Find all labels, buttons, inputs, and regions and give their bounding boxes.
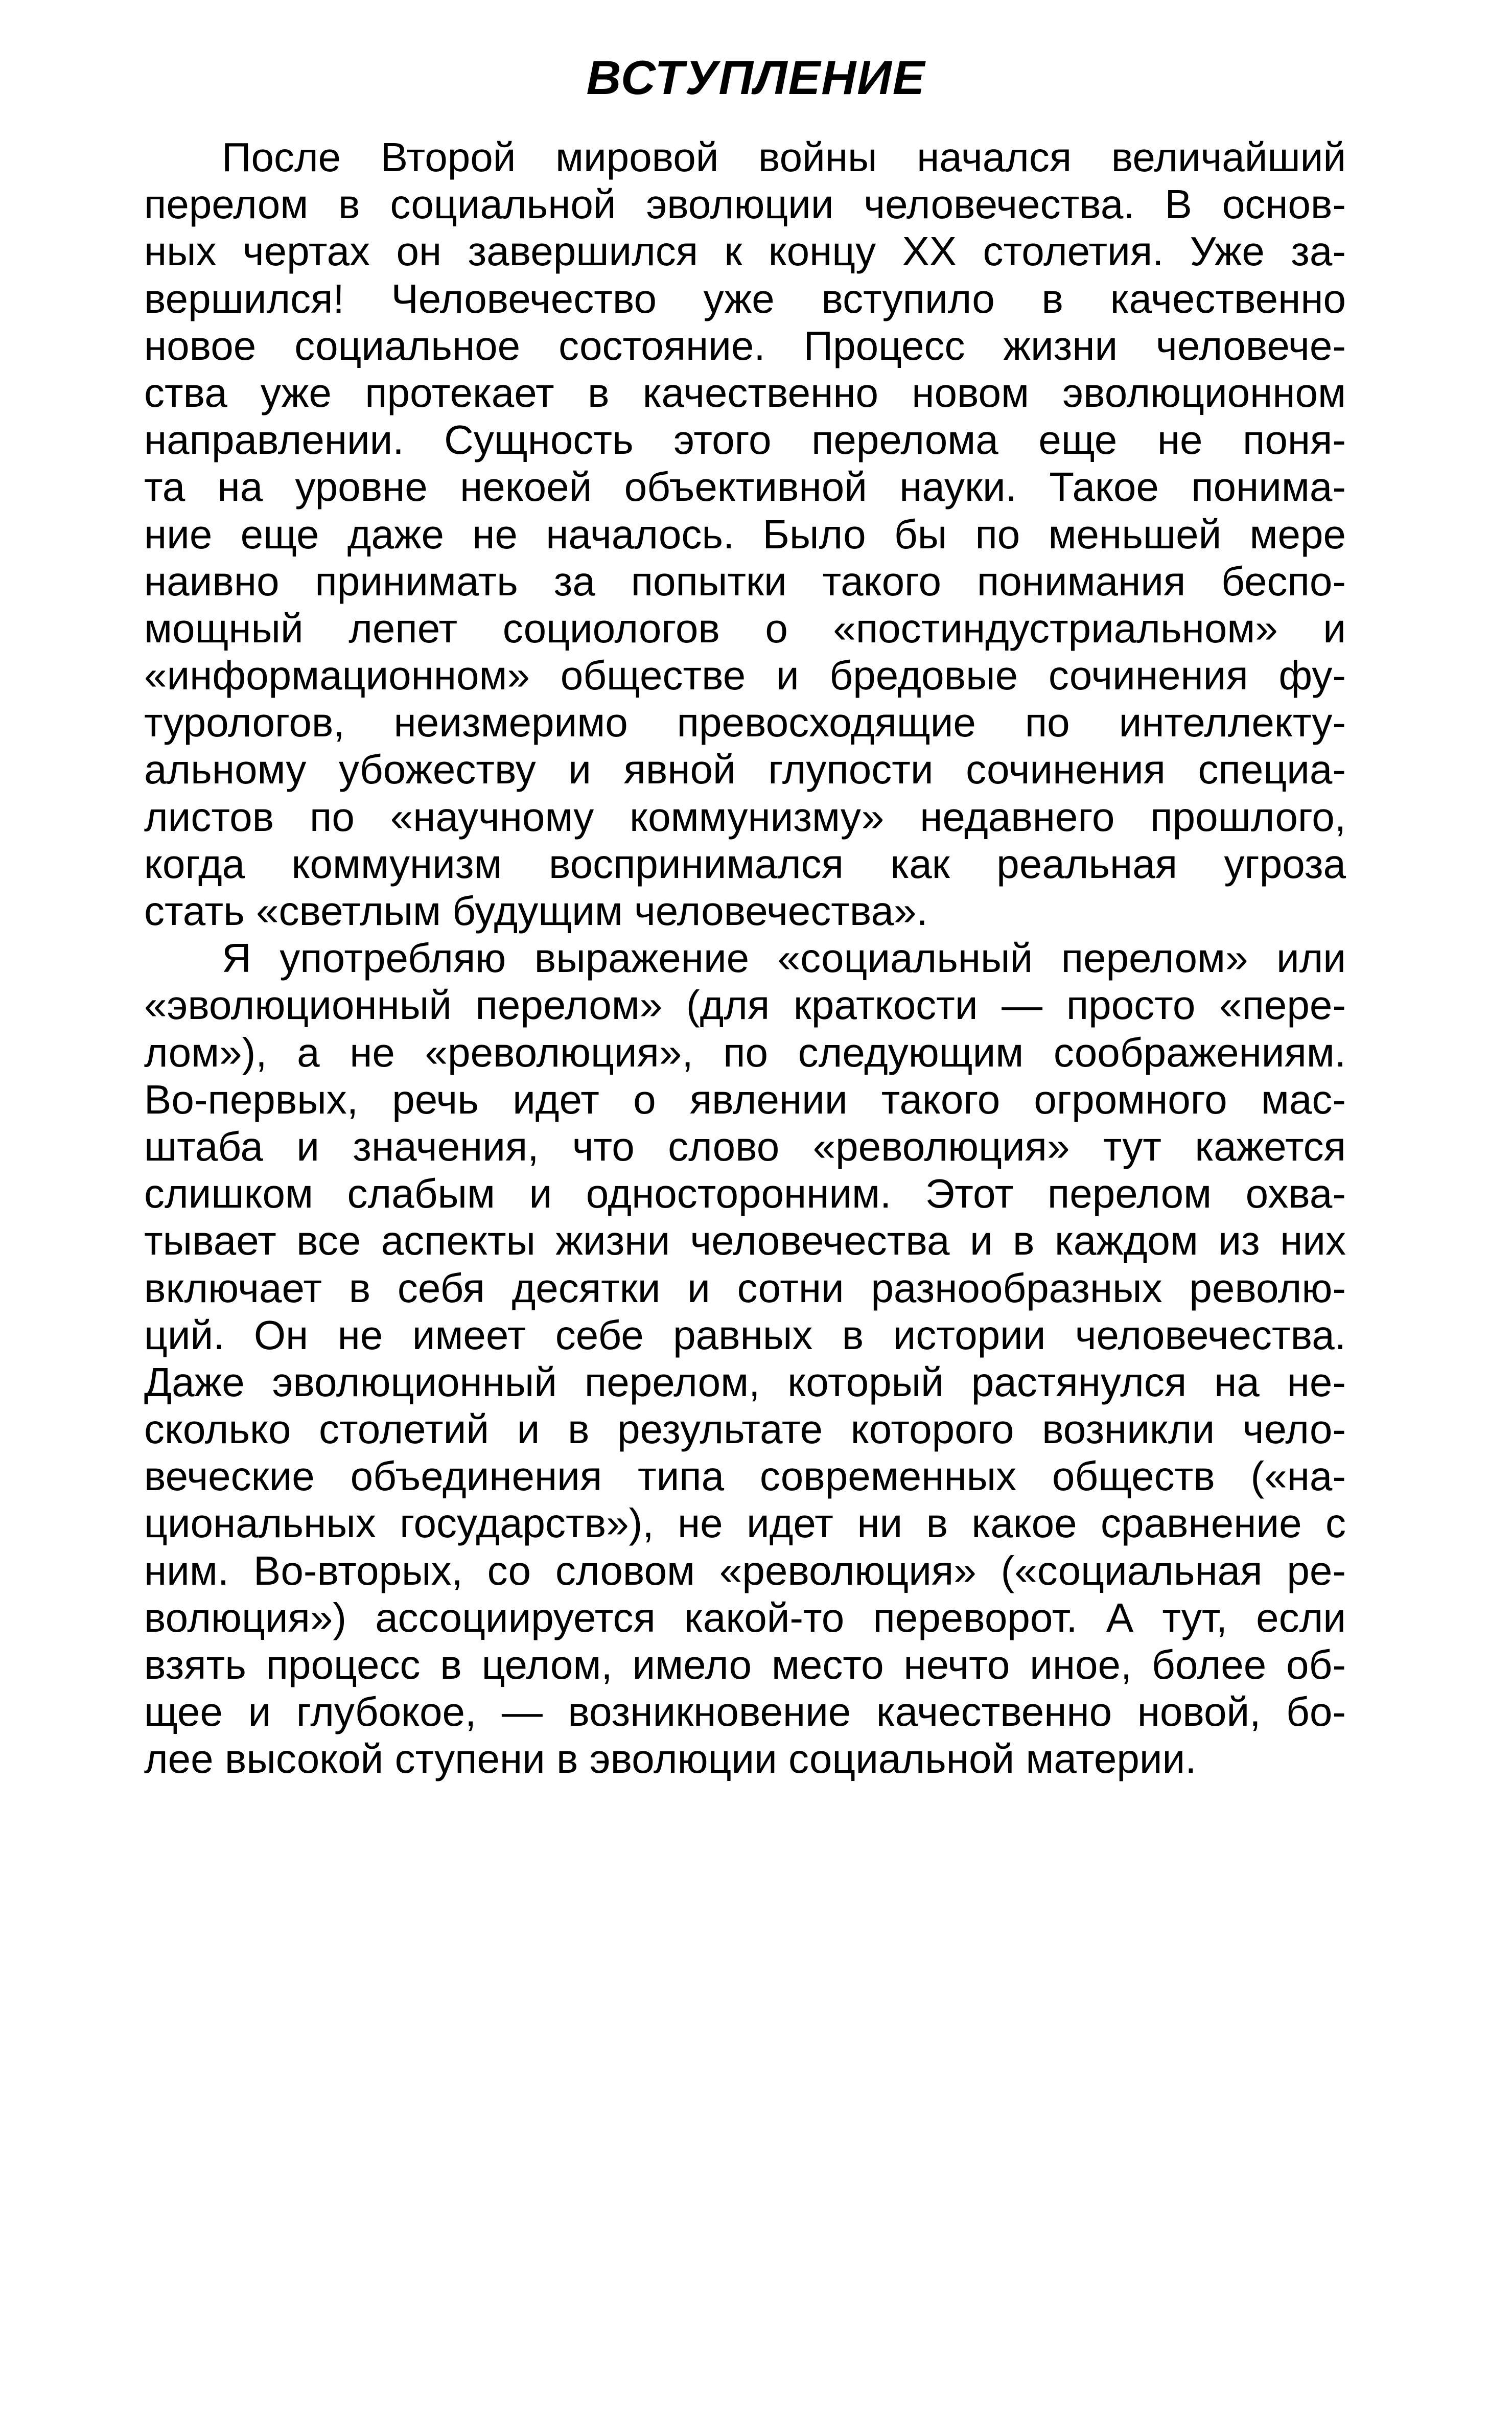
text-line: Я употребляю выражение «социальный перелом» или	[222, 935, 1346, 981]
text-line: ства уже протекает в качественно новом эволюционном	[144, 369, 1346, 415]
text-line: волюция») ассоциируется какой-то переворот. А тут, если	[144, 1594, 1346, 1640]
text-line: та на уровне некоей объективной науки. Такое понима-	[144, 464, 1346, 510]
text-line: вершился! Человечество уже вступило в качественно	[144, 275, 1346, 321]
text-line: наивно принимать за попытки такого понимания беспо-	[144, 558, 1346, 604]
text-line: циональных государств»), не идет ни в какое сравнение с	[144, 1500, 1346, 1546]
text-line: направлении. Сущность этого перелома еще не поня-	[144, 417, 1346, 463]
text-line: новое социальное состояние. Процесс жизни человече-	[144, 322, 1346, 368]
body-text	[144, 134, 1346, 1783]
text-line: веческие объединения типа современных обществ («на-	[144, 1453, 1346, 1499]
text-line: Даже эволюционный перелом, который растянулся на не-	[144, 1359, 1346, 1405]
text-line: взять процесс в целом, имело место нечто иное, более об-	[144, 1642, 1346, 1687]
text-line: «информационном» обществе и бредовые сочинения фу-	[144, 653, 1346, 699]
text-line: ние еще даже не началось. Было бы по меньшей мере	[144, 511, 1346, 557]
text-line: включает в себя десятки и сотни разнообразных револю-	[144, 1265, 1346, 1311]
text-line: слишком слабым и односторонним. Этот перелом охва-	[144, 1171, 1346, 1217]
text-line: «эволюционный перелом» (для краткости — просто «пере-	[144, 982, 1346, 1028]
text-line: ных чертах он завершился к концу XX столетия. Уже за-	[144, 228, 1346, 274]
text-line: щее и глубокое, — возникновение качественно новой, бо-	[144, 1689, 1346, 1735]
text-line: турологов, неизмеримо превосходящие по интеллекту-	[144, 700, 1346, 746]
text-line: После Второй мировой войны начался величайший	[222, 134, 1346, 180]
text-line: лее высокой ступени в эволюции социальной материи.	[144, 1736, 1197, 1782]
text-line: штаба и значения, что слово «революция» тут кажется	[144, 1123, 1346, 1169]
chapter-title: ВСТУПЛЕНИЕ	[586, 51, 926, 104]
text-line: стать «светлым будущим человечества».	[144, 888, 928, 934]
text-line: ним. Во-вторых, со словом «революция» («социальная ре-	[144, 1547, 1346, 1593]
text-line: Во-первых, речь идет о явлении такого огромного мас-	[144, 1076, 1346, 1122]
paragraph	[144, 935, 1346, 1782]
text-line: ций. Он не имеет себе равных в истории человечества.	[144, 1312, 1346, 1358]
paragraph	[144, 134, 1346, 935]
text-line: сколько столетий и в результате которого возникли чело-	[144, 1406, 1346, 1452]
text-line: тывает все аспекты жизни человечества и в каждом из них	[144, 1218, 1346, 1264]
text-line: перелом в социальной эволюции человечества. В основ-	[144, 181, 1346, 227]
text-line: мощный лепет социологов о «постиндустриальном» и	[144, 605, 1346, 651]
text-line: когда коммунизм воспринимался как реальная угроза	[144, 841, 1346, 887]
text-line: альному убожеству и явной глупости сочинения специа-	[144, 747, 1346, 793]
text-line: лом»), а не «революция», по следующим соображениям.	[144, 1029, 1346, 1075]
text-line: листов по «научному коммунизму» недавнего прошлого,	[144, 794, 1346, 840]
